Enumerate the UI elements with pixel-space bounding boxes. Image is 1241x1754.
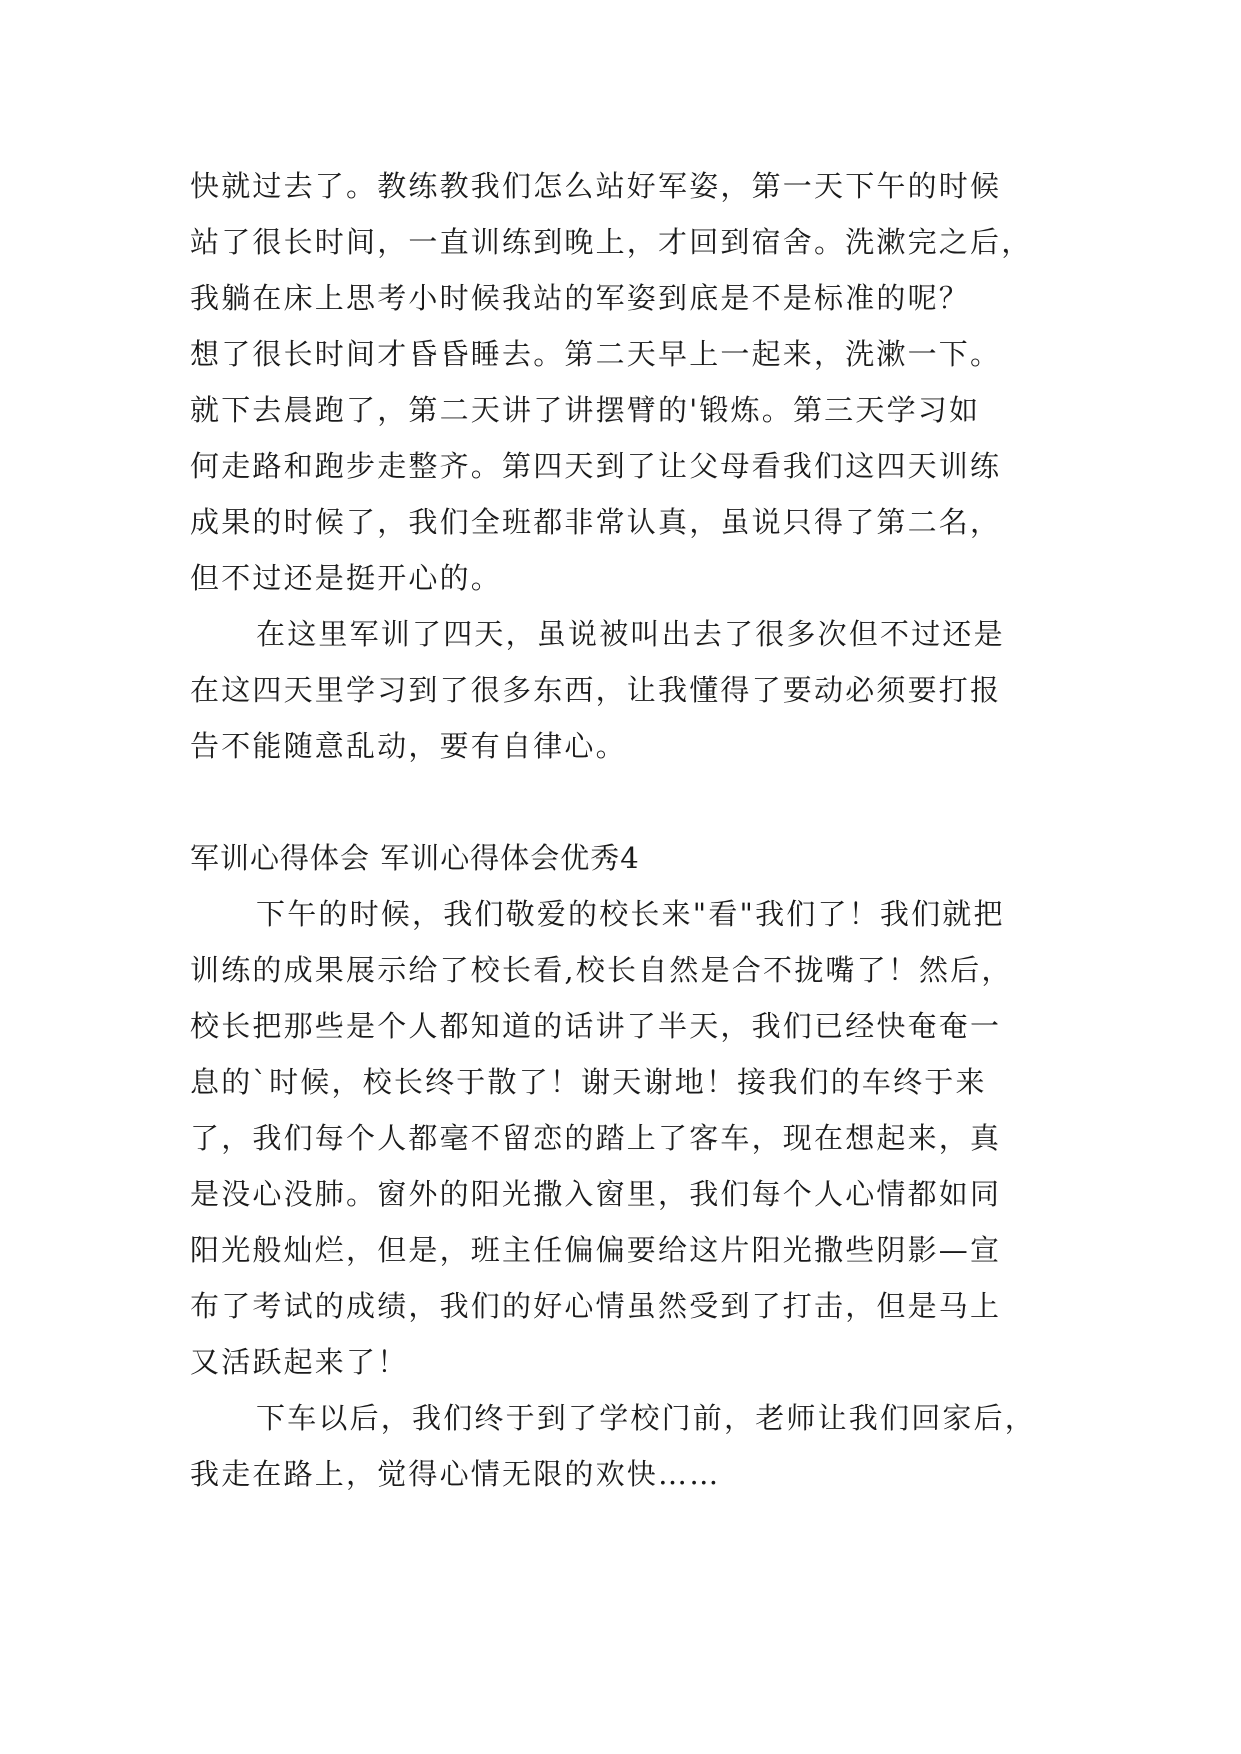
paragraph-3-line: 布了考试的成绩，我们的好心情虽然受到了打击，但是马上 (190, 1289, 1002, 1323)
paragraph-1-line: 想了很长时间才昏昏睡去。第二天早上一起来，洗漱一下。 (190, 337, 1002, 371)
paragraph-1-line: 成果的时候了，我们全班都非常认真，虽说只得了第二名， (190, 505, 1002, 539)
paragraph-3-line: 阳光般灿烂，但是，班主任偏偏要给这片阳光撒些阴影—宣 (190, 1233, 1002, 1267)
paragraph-3-line: 息的`时候，校长终于散了！谢天谢地！接我们的车终于来 (190, 1065, 987, 1099)
paragraph-3-line: 又活跃起来了！ (190, 1345, 409, 1379)
paragraph-3-line: 训练的成果展示给了校长看,校长自然是合不拢嘴了！然后， (190, 953, 1013, 987)
paragraph-2-line: 在这里军训了四天，虽说被叫出去了很多次但不过还是 (256, 617, 1005, 651)
paragraph-1-line: 但不过还是挺开心的。 (190, 561, 503, 595)
paragraph-2-line: 告不能随意乱动，要有自律心。 (190, 729, 627, 763)
paragraph-3-line: 校长把那些是个人都知道的话讲了半天，我们已经快奄奄一 (190, 1009, 1002, 1043)
paragraph-1-line: 就下去晨跑了，第二天讲了讲摆臂的'锻炼。第三天学习如 (190, 393, 981, 427)
paragraph-1-line: 我躺在床上思考小时候我站的军姿到底是不是标准的呢？ (190, 281, 971, 315)
paragraph-2-line: 在这四天里学习到了很多东西，让我懂得了要动必须要打报 (190, 673, 1002, 707)
paragraph-2 (190, 606, 1052, 774)
paragraph-3 (190, 886, 1052, 1390)
paragraph-1-line: 何走路和跑步走整齐。第四天到了让父母看我们这四天训练 (190, 449, 1002, 483)
paragraph-4-line: 我走在路上，觉得心情无限的欢快…… (190, 1457, 721, 1491)
paragraph-3-line: 了，我们每个人都毫不留恋的踏上了客车，现在想起来，真 (190, 1121, 1002, 1155)
section-heading: 军训心得体会 军训心得体会优秀4 (190, 841, 640, 875)
paragraph-1 (190, 158, 1052, 606)
paragraph-4 (190, 1390, 1052, 1502)
paragraph-1-line: 站了很长时间，一直训练到晚上，才回到宿舍。洗漱完之后， (190, 225, 1033, 259)
paragraph-3-line: 是没心没肺。窗外的阳光撒入窗里，我们每个人心情都如同 (190, 1177, 1002, 1211)
document-body (190, 158, 1052, 1502)
paragraph-4-line: 下车以后，我们终于到了学校门前，老师让我们回家后， (256, 1401, 1037, 1435)
paragraph-1-line: 快就过去了。教练教我们怎么站好军姿，第一天下午的时候 (190, 169, 1002, 203)
paragraph-3-line: 下午的时候，我们敬爱的校长来"看"我们了！我们就把 (256, 897, 1005, 931)
